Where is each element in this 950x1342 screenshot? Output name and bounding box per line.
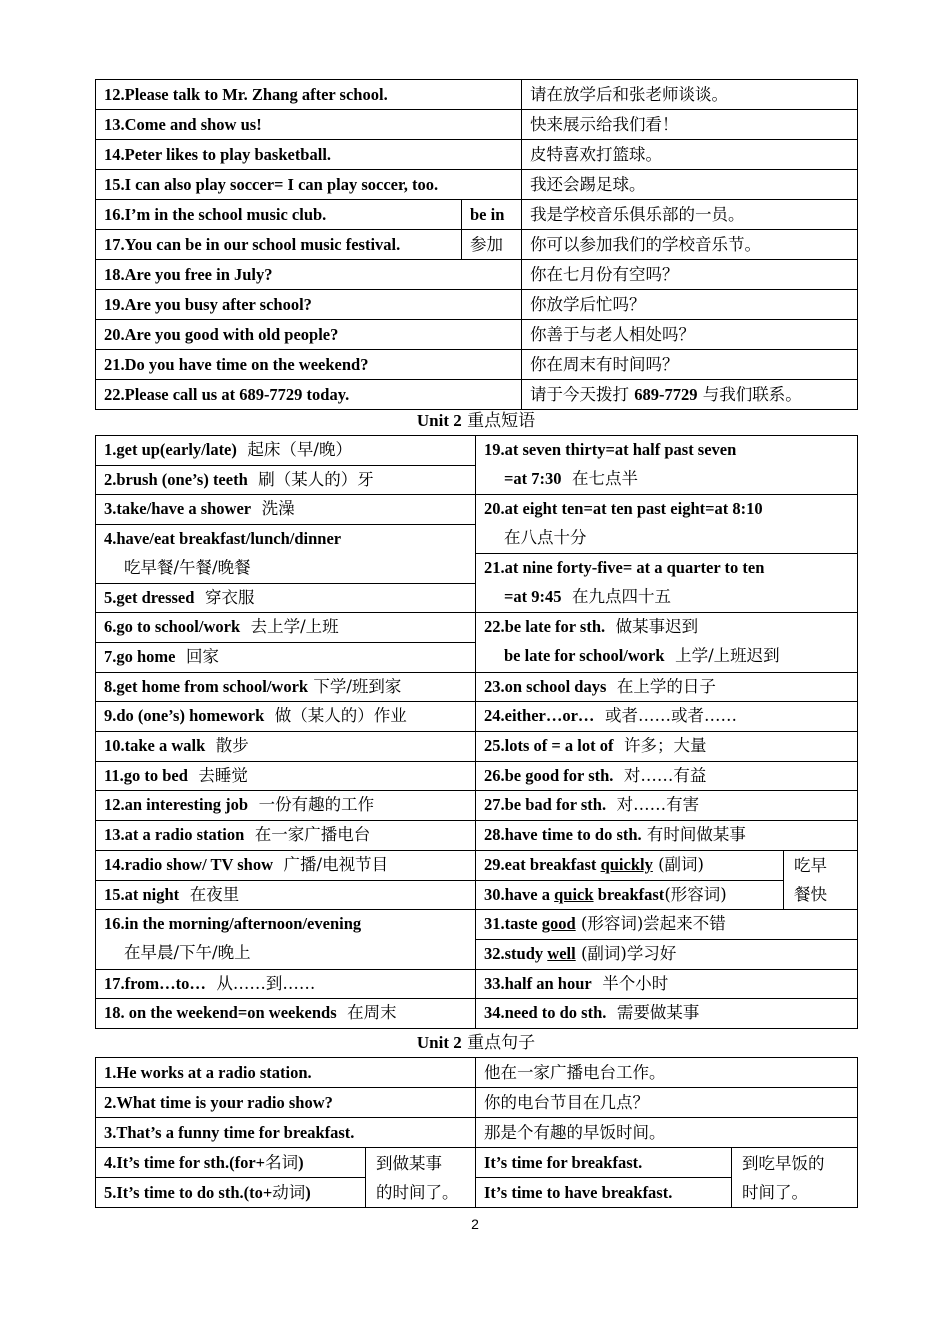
phrase: [476, 761, 858, 791]
sentence-cn: [522, 380, 858, 410]
phrase: [96, 495, 476, 525]
phrase-en: 23.on school days: [484, 676, 607, 696]
table-row: [96, 999, 858, 1029]
sentence-cn: 你在周末有时间吗？: [522, 350, 858, 380]
phrase-cn: 起床（早/晚）: [247, 440, 352, 459]
sentence-cn: 快来展示给我们看！: [522, 110, 858, 140]
phrase-cn: 或者……或者……: [604, 706, 737, 726]
phrase: [476, 495, 858, 553]
phrase: [476, 910, 858, 940]
unit2-phrases-table: [95, 435, 858, 1029]
phrase-en: be late for school/work: [504, 645, 665, 665]
note-line: 到做某事: [376, 1153, 442, 1173]
phrase-cn: 从……到……: [216, 973, 316, 993]
phrase: [476, 732, 858, 762]
sentence-cn: 请在放学后和张老师谈谈。: [522, 80, 858, 110]
sentence-cn: 你善于与老人相处吗？: [522, 320, 858, 350]
phrase-cn: 在八点十分: [504, 528, 587, 548]
phrase-en: 25.lots of = a lot of: [484, 736, 614, 756]
phrase-en: 31.taste: [484, 914, 542, 934]
table-row: [96, 380, 858, 410]
sentence-en: 18.Are you free in July?: [96, 260, 522, 290]
bracket: ): [298, 1153, 304, 1172]
unit-label: Unit 2: [416, 1033, 462, 1052]
be-in-note-cn: 参加: [462, 230, 522, 260]
table-row: [96, 1058, 858, 1088]
table-row: [96, 850, 858, 880]
example-note: [732, 1148, 858, 1208]
note-line: 时间了。: [742, 1182, 808, 1202]
phrase-cn: 在七点半: [572, 468, 639, 488]
phrase: [476, 436, 858, 495]
phrase-cn: 做（某人的）作业: [274, 706, 407, 726]
phrase-cn: 穿衣服: [204, 587, 255, 607]
phrase-en: 8.get home from school/work: [104, 676, 309, 696]
table-row: [96, 910, 858, 940]
phrase-en: 19.at seven thirty=at half past seven: [484, 440, 737, 459]
table-row: [96, 1148, 858, 1178]
phrase-cn: 有时间做某事: [646, 825, 746, 845]
table-row: [96, 80, 858, 110]
phrase-en: 20.at eight ten=at ten past eight=at 8:10: [484, 499, 763, 519]
table-row: [96, 320, 858, 350]
sentence-cn-text: 动词: [272, 1183, 306, 1202]
sentence-en: 14.Peter likes to play basketball.: [96, 140, 522, 170]
phrase: [96, 732, 476, 762]
page-number: 2: [471, 1216, 479, 1232]
phrase: [96, 969, 476, 999]
phrase-cn: (形容词)尝起来不错: [575, 914, 726, 934]
phrase-cn: 半个小时: [602, 973, 669, 993]
phrase: [96, 465, 476, 495]
phrase-note: [784, 850, 858, 909]
phrase-en: 6.go to school/work: [104, 617, 241, 637]
phrase-cn: 在上学的日子: [616, 676, 716, 696]
phrase-en: breakfast: [593, 884, 665, 904]
phrase: [476, 672, 858, 702]
sentence-cn: 他在一家广播电台工作。: [476, 1058, 858, 1088]
sentence-en: 22.Please call us at 689-7729 today.: [96, 380, 522, 410]
phrase-cn: 许多；大量: [623, 736, 707, 756]
note-line: 吃早: [794, 856, 827, 876]
phrase-cn: (副词): [652, 854, 704, 874]
table-row: [96, 672, 858, 702]
sentence-en: 16.I’m in the school music club.: [96, 200, 462, 230]
bracket: ): [305, 1183, 311, 1202]
phrase-en: 29.eat breakfast: [484, 854, 601, 874]
table-row: [96, 290, 858, 320]
phrase: [96, 613, 476, 643]
phrase: [96, 791, 476, 821]
phrase: [476, 791, 858, 821]
table-row: [96, 1118, 858, 1148]
phrase: [96, 672, 476, 702]
phrase-en: 21.at nine forty-five= at a quarter to ten: [484, 557, 765, 577]
phrase-en: 13.at a radio station: [104, 825, 245, 845]
sentence-en-text: 5.It’s time to do sth.(to+: [104, 1183, 273, 1202]
phrase-cn: 在一家广播电台: [254, 825, 371, 845]
table-row: [96, 880, 858, 910]
sentence-cn: 你可以参加我们的学校音乐节。: [522, 230, 858, 260]
phrase-cn: 吃早餐/午餐/晚餐: [124, 557, 251, 577]
sentence-en: [96, 1148, 366, 1178]
phrase: [96, 821, 476, 851]
table-row: [96, 761, 858, 791]
phrase: [96, 702, 476, 732]
sentence-cn: 皮特喜欢打篮球。: [522, 140, 858, 170]
phrase-en: 4.have/eat breakfast/lunch/dinner: [104, 529, 342, 549]
sentence-en: [96, 1178, 366, 1208]
phrase-cn: 对……有害: [616, 795, 700, 815]
phrase: [476, 702, 858, 732]
sentence-en: 1.He works at a radio station.: [96, 1058, 476, 1088]
phrase-cn: 去上学/上班: [250, 617, 339, 637]
table-row: [96, 821, 858, 851]
phrase: [476, 999, 858, 1029]
phrase: [96, 880, 476, 910]
sentence-cn-text: 名词: [265, 1153, 299, 1172]
table-row: [96, 791, 858, 821]
phrase-cn: 在夜里: [189, 884, 240, 904]
phrase: [96, 436, 476, 466]
table-row: [96, 230, 858, 260]
sentence-en: 3.That’s a funny time for breakfast.: [96, 1118, 476, 1148]
phone-number: 689-7729: [634, 385, 698, 404]
sentence-cn: 你的电台节目在几点？: [476, 1088, 858, 1118]
phrase-cn: 下学/班到家: [313, 676, 402, 696]
phrase-en: 9.do (one’s) homework: [104, 706, 265, 726]
phrase-cn: 洗澡: [261, 499, 295, 519]
phrase-en: 17.from…to…: [104, 973, 206, 993]
table-row: [96, 170, 858, 200]
phrase-en: 3.take/have a shower: [104, 499, 252, 519]
phrase-en: 24.either…or…: [484, 706, 595, 726]
phrase-en: 26.be good for sth.: [484, 765, 614, 785]
sentence-en: 17.You can be in our school music festival.: [96, 230, 462, 260]
phrase-cn: (副词)学习好: [575, 943, 677, 963]
phrase-en: 12.an interesting job: [104, 795, 249, 815]
unit2-sentences-heading: [95, 1028, 857, 1058]
phrase-cn: (形容词): [664, 884, 727, 904]
phrase-en: =at 9:45: [504, 586, 562, 606]
unit2-sentences-table: [95, 1057, 858, 1208]
note-line: 到吃早饭的: [742, 1153, 825, 1173]
table-row: [96, 200, 858, 230]
be-in-note: be in: [462, 200, 522, 230]
phrase-en: 7.go home: [104, 646, 176, 666]
unit1-sentences-table: [95, 79, 858, 410]
table-row: [96, 732, 858, 762]
phrase-en: 15.at night: [104, 884, 180, 904]
sentence-cn: 你放学后忙吗？: [522, 290, 858, 320]
phrase-en-underlined: quick: [554, 884, 594, 904]
phrase-en: 32.study: [484, 943, 548, 963]
phrase-en: 5.get dressed: [104, 587, 195, 607]
section-title: 重点短语: [467, 411, 536, 431]
phrase: [96, 525, 476, 583]
sentence-en: 12.Please talk to Mr. Zhang after school.: [96, 80, 522, 110]
phrase: [476, 553, 858, 612]
phrase-cn: 需要做某事: [616, 1003, 700, 1023]
phrase-cn: 在周末: [347, 1003, 397, 1023]
phrase-en: 30.have a: [484, 884, 555, 904]
phrase: [476, 969, 858, 999]
sentence-en: 21.Do you have time on the weekend?: [96, 350, 522, 380]
phrase-cn: 上学/上班迟到: [675, 645, 780, 665]
unit2-phrases-heading: [95, 406, 857, 436]
sentence-en: 20.Are you good with old people?: [96, 320, 522, 350]
phrase: [96, 761, 476, 791]
phrase-en: 27.be bad for sth.: [484, 795, 607, 815]
table-row: [96, 495, 858, 525]
phrase: [476, 850, 784, 880]
phrase: [96, 583, 476, 613]
unit-label: Unit 2: [416, 411, 462, 430]
sentence-note: [366, 1148, 476, 1208]
phrase-en: 11.go to bed: [104, 765, 188, 785]
table-row: [96, 436, 858, 466]
sentence-en: 15.I can also play soccer= I can play soccer, too.: [96, 170, 522, 200]
phrase: [476, 613, 858, 672]
example-en: It’s time for breakfast.: [476, 1148, 732, 1178]
phrase: [476, 939, 858, 969]
table-row: [96, 110, 858, 140]
phrase-en: 14.radio show/ TV show: [104, 854, 274, 874]
phrase-en-underlined: well: [547, 943, 576, 963]
phrase-cn: 一份有趣的工作: [258, 795, 375, 815]
note-line: 餐快: [794, 885, 827, 905]
phrase-cn: 在九点四十五: [572, 586, 672, 606]
sentence-cn-part: 与我们联系。: [697, 385, 802, 404]
phrase-en: 16.in the morning/afternoon/evening: [104, 914, 362, 934]
sentence-cn: 你在七月份有空吗？: [522, 260, 858, 290]
table-row: [96, 969, 858, 999]
phrase-cn: 回家: [186, 646, 219, 666]
phrase-en: 34.need to do sth.: [484, 1003, 607, 1023]
phrase-cn: 刷（某人的）牙: [258, 469, 374, 489]
sentence-en: 2.What time is your radio show?: [96, 1088, 476, 1118]
sentence-en: 19.Are you busy after school?: [96, 290, 522, 320]
phrase: [96, 910, 476, 969]
phrase: [96, 642, 476, 672]
note-line: 的时间了。: [376, 1182, 459, 1202]
phrase-en: 22.be late for sth.: [484, 617, 606, 637]
phrase-cn: 散步: [215, 736, 249, 756]
sentence-cn: 那是个有趣的早饭时间。: [476, 1118, 858, 1148]
phrase-cn: 做某事迟到: [615, 617, 699, 637]
table-row: [96, 1088, 858, 1118]
table-row: [96, 140, 858, 170]
phrase: [96, 850, 476, 880]
phrase-en: 2.brush (one’s) teeth: [104, 469, 248, 489]
phrase: [476, 880, 784, 910]
sentence-en: 13.Come and show us!: [96, 110, 522, 140]
sentence-cn-part: 请于今天拨打: [530, 385, 635, 404]
phrase-en: =at 7:30: [504, 468, 562, 488]
sentence-en-text: 4.It’s time for sth.(for+: [104, 1153, 266, 1172]
sentence-cn: 我还会踢足球。: [522, 170, 858, 200]
phrase: [476, 821, 858, 851]
phrase: [96, 999, 476, 1029]
phrase-cn: 广播/电视节目: [283, 854, 389, 874]
phrase-en: 33.half an hour: [484, 973, 592, 993]
table-row: [96, 702, 858, 732]
phrase-en: 1.get up(early/late): [104, 440, 237, 459]
phrase-cn: 去睡觉: [198, 765, 248, 785]
phrase-cn: 对……有益: [623, 765, 707, 785]
phrase-en-underlined: good: [541, 914, 576, 934]
phrase-en: 10.take a walk: [104, 736, 206, 756]
example-en: It’s time to have breakfast.: [476, 1178, 732, 1208]
sentence-cn: 我是学校音乐俱乐部的一员。: [522, 200, 858, 230]
phrase-en-underlined: quickly: [600, 854, 653, 874]
phrase-cn: 在早晨/下午/晚上: [124, 942, 251, 962]
table-row: [96, 613, 858, 643]
phrase-en: 28.have time to do sth.: [484, 825, 642, 845]
table-row: [96, 350, 858, 380]
table-row: [96, 260, 858, 290]
phrase-en: 18. on the weekend=on weekends: [104, 1003, 337, 1023]
section-title: 重点句子: [467, 1033, 536, 1053]
